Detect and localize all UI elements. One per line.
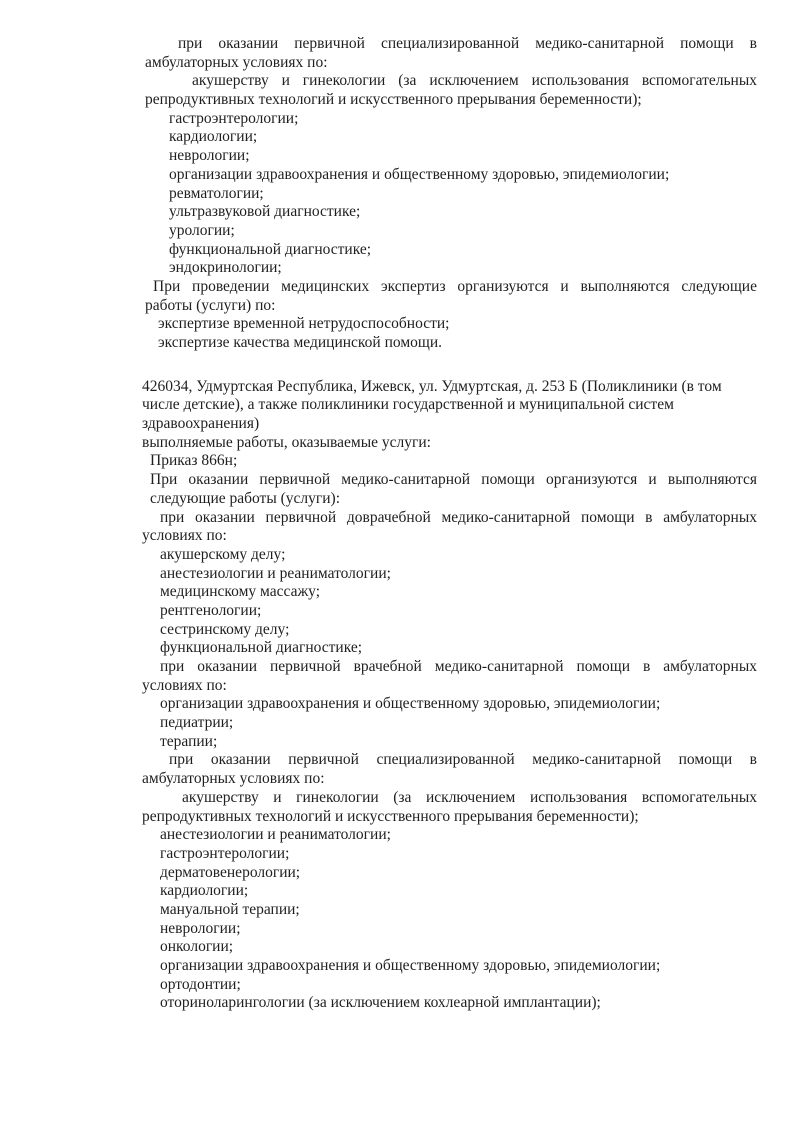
text-line: следующие работы (услуги): (150, 489, 341, 507)
text-line: работы (услуги) по: (145, 296, 276, 314)
text-line: экспертизе качества медицинской помощи. (158, 334, 442, 351)
text-line: организации здравоохранения и общественному здоровью, эпидемиологии; (160, 695, 661, 713)
text-line: анестезиологии и реаниматологии; (160, 564, 391, 582)
text-line: при оказании первичной доврачебной медико-санитарной помощи в амбулаторных (160, 508, 757, 526)
text-line: При оказании первичной медико-санитарной помощи организуются и выполняются (150, 471, 757, 489)
text-line: организации здравоохранения и общественному здоровью, эпидемиологии; (169, 165, 670, 183)
text-line: экспертизе временной нетрудоспособности; (158, 315, 450, 333)
text-line: репродуктивных технологий и искусственного прерывания беременности); (142, 807, 639, 825)
text-line: при оказании первичной специализированной медико-санитарной помощи в (169, 751, 757, 769)
text-line: терапии; (160, 732, 218, 750)
text-line: Приказ 866н; (150, 452, 238, 470)
text-line: гастроэнтерологии; (169, 109, 299, 127)
text-line: 426034, Удмуртская Республика, Ижевск, ул. Удмуртская, д. 253 Б (Поликлиники (в том (142, 377, 722, 395)
text-line: сестринскому делу; (160, 620, 290, 638)
text-line: При проведении медицинских экспертиз организуются и выполняются следующие (153, 277, 757, 295)
text-line: онкологии; (160, 938, 234, 956)
text-line: амбулаторных условиях по: (142, 770, 325, 788)
text-line: медицинскому массажу; (160, 583, 321, 601)
text-line: эндокринологии; (169, 259, 282, 277)
text-line: при оказании первичной специализированной медико-санитарной помощи в (178, 35, 757, 52)
text-line: неврологии; (160, 919, 241, 937)
text-line: функциональной диагностике; (160, 639, 363, 657)
text-line: ревматологии; (169, 184, 264, 202)
text-line: репродуктивных технологий и искусственного прерывания беременности); (145, 91, 642, 109)
text-line: анестезиологии и реаниматологии; (160, 826, 391, 844)
text-line: функциональной диагностике; (169, 240, 372, 258)
section-gap (142, 353, 757, 378)
text-line: кардиологии; (160, 882, 249, 900)
section-address-block (142, 378, 757, 1013)
text-line: условиях по: (142, 676, 227, 694)
text-line: числе детские), а также поликлиники государственной и муниципальной систем (142, 396, 674, 414)
text-line: акушерскому делу; (160, 545, 286, 563)
text-line: мануальной терапии; (160, 900, 300, 918)
text-line: педиатрии; (160, 714, 234, 732)
section-works-continued (142, 35, 757, 353)
text-line: неврологии; (169, 147, 250, 165)
text-line: выполняемые работы, оказываемые услуги: (142, 433, 431, 451)
text-line: акушерству и гинекологии (за исключением использования вспомогательных (182, 788, 757, 806)
text-line: здравоохранения) (142, 415, 260, 433)
text-line: урологии; (169, 221, 235, 239)
text-line: условиях по: (142, 527, 227, 545)
text-line: амбулаторных условиях по: (145, 53, 328, 71)
text-line: при оказании первичной врачебной медико-санитарной помощи в амбулаторных (160, 658, 757, 675)
text-line: организации здравоохранения и общественному здоровью, эпидемиологии; (160, 957, 661, 974)
text-line: оториноларингологии (за исключением кохлеарной имплантации); (160, 994, 601, 1012)
text-line: рентгенологии; (160, 601, 262, 619)
text-line: ортодонтии; (160, 975, 241, 993)
text-line: гастроэнтерологии; (160, 844, 290, 862)
text-line: ультразвуковой диагностике; (169, 203, 361, 221)
text-line: кардиологии; (169, 128, 258, 146)
text-line: дерматовенерологии; (160, 863, 301, 881)
text-line: акушерству и гинекологии (за исключением использования вспомогательных (192, 72, 757, 90)
